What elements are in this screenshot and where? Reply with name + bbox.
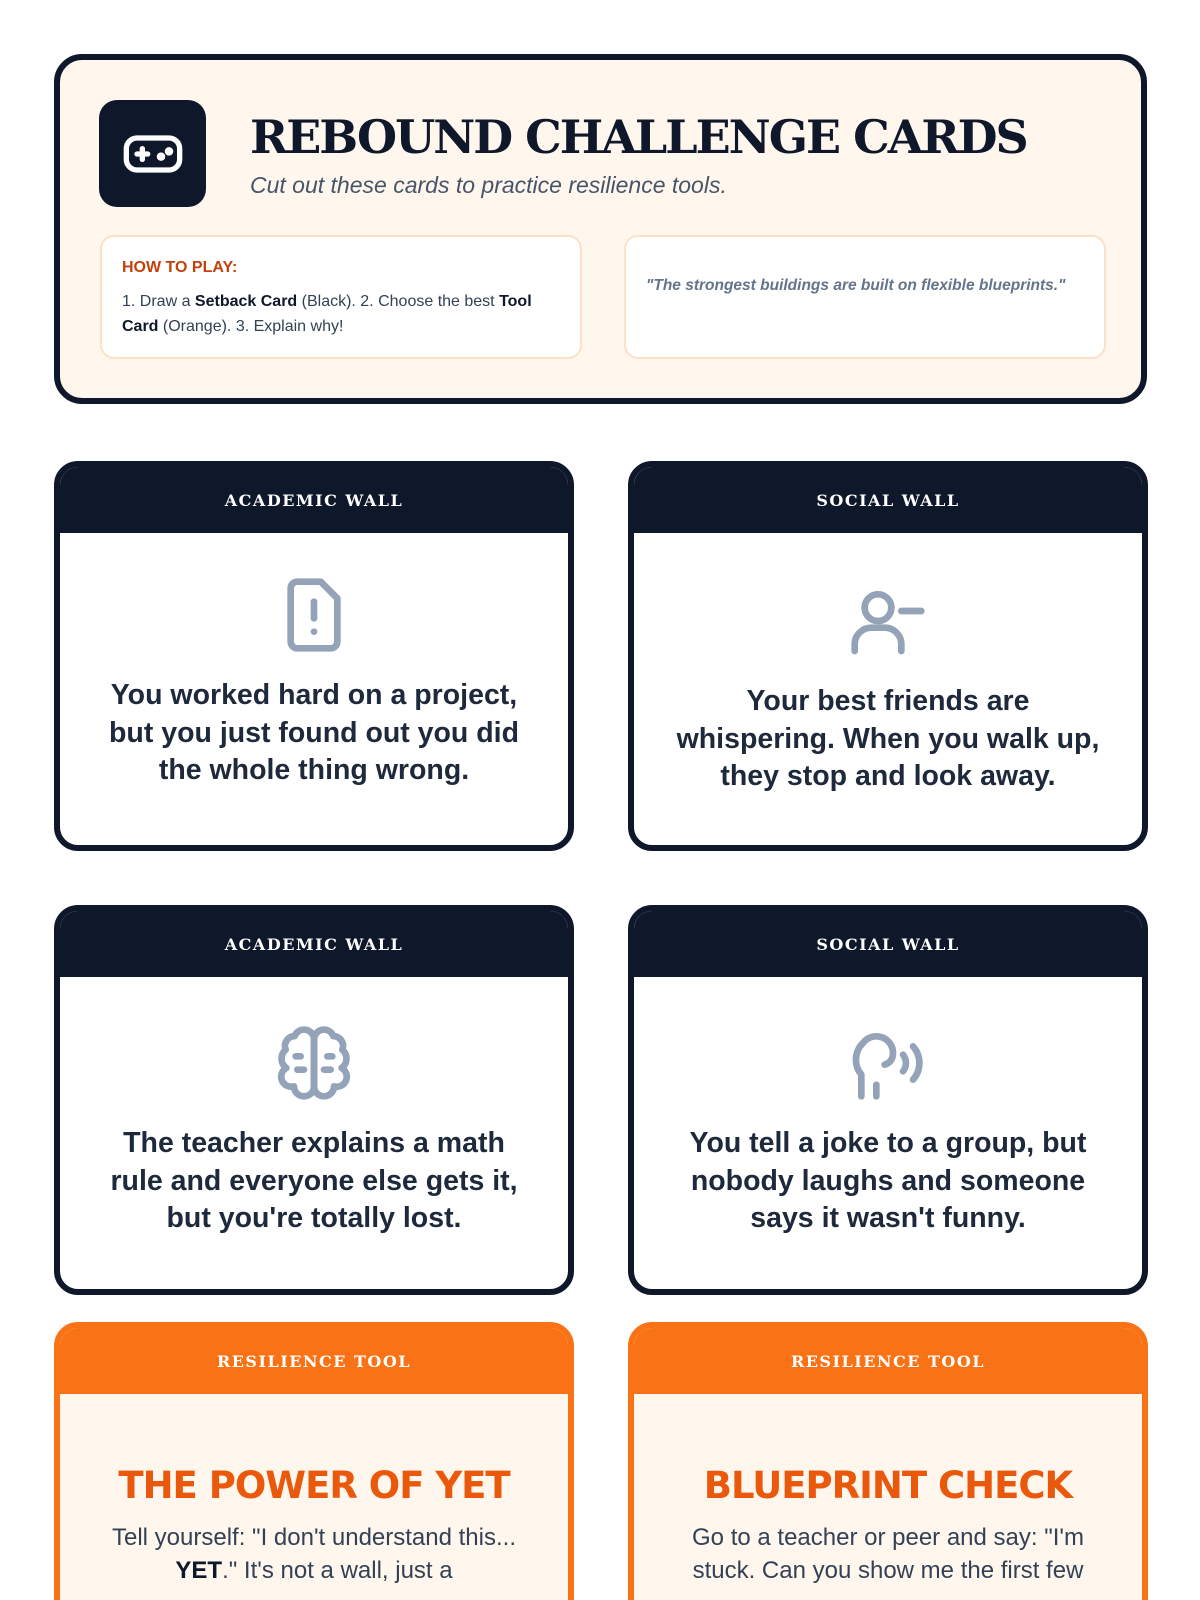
tool-text-suffix: ." It's not a wall, just a (222, 1557, 453, 1584)
card-header (634, 467, 1142, 533)
tool-title: BLUEPRINT CHECK (703, 1464, 1073, 1507)
card-icon-wrap (60, 575, 568, 655)
quote-box (624, 235, 1106, 359)
setback-card-term: Setback Card (194, 293, 298, 310)
card-category: ACADEMIC WALL (224, 490, 404, 510)
card-header (60, 467, 568, 533)
card-scenario-text: You tell a joke to a group, but nobody laughs and someone says it wasn't funny. (689, 1127, 1087, 1234)
tool-text: Go to a teacher or peer and say: "I'm stuck. Can you show me the first few (692, 1524, 1084, 1584)
card-header (634, 1328, 1142, 1394)
card-scenario-text: The teacher explains a math rule and everyone else gets it, but you're totally lost. (110, 1127, 518, 1234)
setback-card-academic-1 (54, 461, 574, 851)
card-icon-wrap (634, 1023, 1142, 1103)
tool-text (60, 1521, 568, 1587)
tool-title: THE POWER OF YET (118, 1464, 510, 1507)
quote-text: "The strongest buildings are built on flexible blueprints." (646, 277, 1066, 294)
page-subtitle: Cut out these cards to practice resilience tools. (250, 172, 727, 198)
card-header (634, 911, 1142, 977)
tool-text-bold: YET (175, 1557, 223, 1584)
card-category: SOCIAL WALL (816, 934, 960, 954)
header-panel (54, 54, 1147, 404)
tool-text-prefix: Tell yourself: "I don't understand this... (112, 1524, 516, 1551)
step1-prefix: 1. Draw a (122, 293, 195, 310)
card-header (60, 911, 568, 977)
step1-suffix: (Black). 2. Choose the best (297, 293, 500, 310)
page-title: REBOUND CHALLENGE CARDS (250, 110, 1027, 164)
tool-card-term: Tool Card (122, 293, 532, 335)
file-alert-icon (274, 575, 354, 655)
brain-icon (274, 1023, 354, 1103)
gamepad-icon (121, 122, 185, 186)
logo-badge (99, 100, 206, 207)
card-icon-wrap (60, 1023, 568, 1103)
how-to-play-box (100, 235, 582, 359)
step2-suffix: (Orange). 3. Explain why! (158, 318, 344, 335)
card-category: RESILIENCE TOOL (216, 1351, 412, 1371)
card-category: SOCIAL WALL (816, 490, 960, 510)
card-header (60, 1328, 568, 1394)
card-icon-wrap (634, 581, 1142, 661)
card-category: ACADEMIC WALL (224, 934, 404, 954)
card-category: RESILIENCE TOOL (790, 1351, 986, 1371)
setback-card-social-2 (628, 905, 1148, 1295)
setback-card-social-1 (628, 461, 1148, 851)
card-scenario-text: Your best friends are whispering. When you walk up, they stop and look away. (676, 685, 1100, 792)
tool-card-power-of-yet (54, 1322, 574, 1600)
how-to-play-text (122, 289, 562, 339)
card-scenario-text: You worked hard on a project, but you just found out you did the whole thing wrong. (109, 679, 519, 786)
tool-card-blueprint-check (628, 1322, 1148, 1600)
user-minus-icon (848, 581, 928, 661)
speech-icon (848, 1023, 928, 1103)
how-to-play-label: HOW TO PLAY: (122, 259, 238, 276)
setback-card-academic-2 (54, 905, 574, 1295)
